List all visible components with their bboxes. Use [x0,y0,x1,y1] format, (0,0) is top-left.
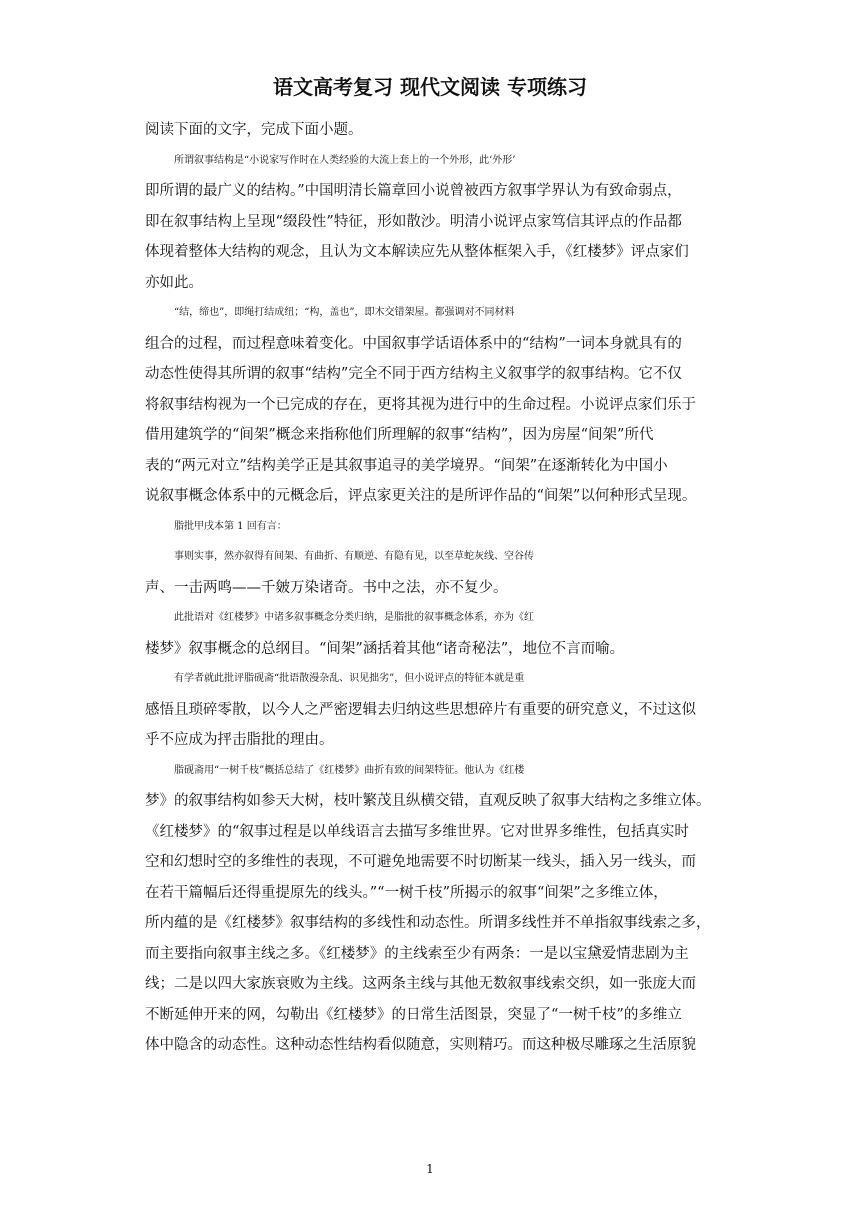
text-line: 脂批甲戌本第 1 回有言： [174,520,287,532]
text-line: 所谓叙事结构是“小说家写作时在人类经验的大流上套上的一个外形，此‘外形’ [174,154,516,166]
text-line: 借用建筑学的“间架”概念来指称他们所理解的叙事“结构”，因为房屋“间架”所代 [145,427,654,443]
text-line: 《红楼梦》的“叙事过程是以单线语言去描写多维世界。它对世界多维性，包括真实时 [145,823,689,840]
text-line: 体中隐含的动态性。这种动态性结构看似随意，实则精巧。而这种极尽雕琢之生活原貌 [145,1037,696,1053]
text-line: 楼梦》叙事概念的总纲目。“间架”涵括着其他“诸奇秘法”，地位不言而喻。 [145,640,625,657]
text-line: “结，缔也”，即绳打结成纽；“构，盖也”，即木交错架屋。都强调对不同材料 [174,307,515,318]
text-line: 而主要指向叙事主线之多。《红楼梦》的主线索至少有两条：一是以宝黛爱情悲剧为主 [145,945,689,962]
text-line: 不断延伸开来的网，勾勒出《红楼梦》的日常生活图景，突显了“一树千枝”的多维立 [145,1006,682,1023]
text-line: 所内蕴的是《红楼梦》叙事结构的多线性和动态性。所谓多线性并不单指叙事线索之多， [145,915,711,931]
text-line: 感悟且琐碎零散，以今人之严密逻辑去归纳这些思想碎片有重要的研究意义，不过这似 [145,701,696,718]
text-line: 体现着整体大结构的观念，且认为文本解读应先从整体框架入手，《红楼梦》评点家们 [145,244,689,260]
text-line: 在若干篇幅后还得重提原先的线头。”“一树千枝”所揭示的叙事“间架”之多维立体， [145,884,668,901]
text-line: 将叙事结构视为一个已完成的存在，更将其视为进行中的生命过程。小说评点家们乐于 [145,396,696,413]
text-line: 阅读下面的文字，完成下面小题。 [145,122,363,138]
text-line: 此批语对《红楼梦》中诸多叙事概念分类归纳，是脂批的叙事概念体系，亦为《红 [174,612,534,623]
text-line: 即所谓的最广义的结构。”中国明清长篇章回小说曾被西方叙事学界认为有致命弱点， [145,183,682,199]
text-line: 即在叙事结构上呈现“缀段性”特征，形如散沙。明清小说评点家笃信其评点的作品都 [145,213,682,230]
text-line: 说叙事概念体系中的元概念后，评点家更关注的是所评作品的“间架”以何种形式呈现。 [145,488,697,504]
text-line: 乎不应成为抨击脂批的理由。 [145,732,334,748]
text-line: 脂砚斋用“一树千枝”概括总结了《红楼梦》曲折有致的间架特征。他认为《红楼 [174,764,525,776]
text-line: 组合的过程，而过程意味着变化。中国叙事学话语体系中的“结构”一词本身就具有的 [145,335,682,352]
text-line: 声、一击两鸣——千皴万染诸奇。书中之法，亦不复少。 [145,579,508,596]
page-number: 1 [426,1162,434,1176]
text-line: 线；二是以四大家族衰败为主线。这两条主线与其他无数叙事线索交织，如一张庞大而 [145,976,696,992]
document-body [145,115,725,1061]
text-line: 表的“两元对立”结构美学正是其叙事追寻的美学境界。“间架”在逐渐转化为中国小 [145,457,668,474]
text-line: 有学者就此批评脂砚斋“批语散漫杂乱、识见拙劣”，但小说评点的特征本就是重 [174,673,525,684]
text-line: 动态性使得其所谓的叙事“结构”完全不同于西方结构主义叙事学的叙事结构。它不仅 [145,366,682,382]
text-line: 梦》的叙事结构如参天大树，枝叶繁茂且纵横交错，直观反映了叙事大结构之多维立体。 [145,793,711,809]
text-line: 亦如此。 [145,274,203,291]
text-line: 空和幻想时空的多维性的表现，不可避免地需要不时切断某一线头，插入另一线头，而 [145,854,696,870]
document-title: 语文高考复习 现代文阅读 专项练习 [273,75,587,99]
text-line: 事则实事，然亦叙得有间架、有曲折、有顺逆、有隐有见，以至草蛇灰线、空谷传 [174,551,534,562]
